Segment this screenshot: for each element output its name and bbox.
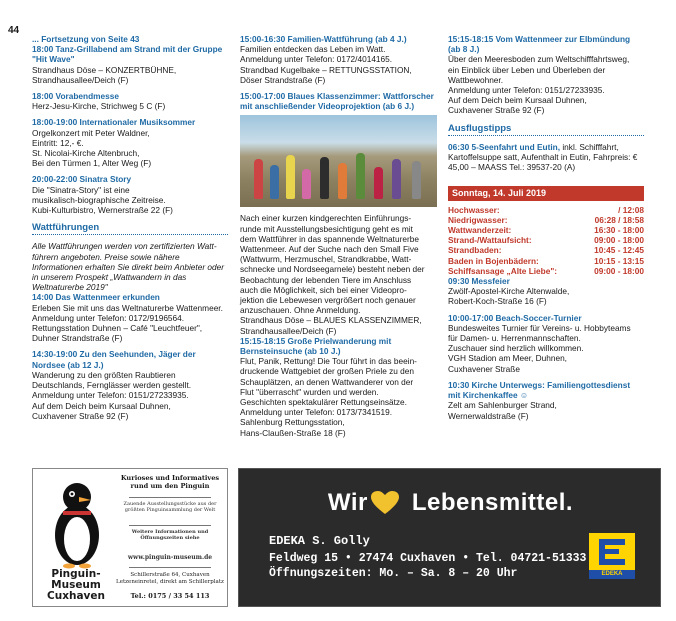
event-title: 18:00-19:00 Internationaler Musiksommer bbox=[32, 117, 196, 128]
date-bar: Sonntag, 14. Juli 2019 bbox=[448, 186, 644, 200]
store-address: Feldweg 15 • 27474 Cuxhaven • Tel. 04721-51333 bbox=[269, 552, 587, 565]
event-detail: Wattbewohner. bbox=[448, 74, 504, 85]
event-detail: Über den Meeresboden zum Weltschifffahrtsweg, bbox=[448, 54, 630, 65]
photo-description bbox=[240, 213, 437, 335]
tide-value: 10:15 - 13:15 bbox=[594, 255, 644, 266]
edeka-ad[interactable] bbox=[238, 468, 661, 607]
event-item bbox=[448, 313, 644, 374]
event-detail: Geschichten spektakulärer Rettungseinsätze. bbox=[240, 397, 407, 408]
museum-sub2: Weitere Informationen und Öffnungszeiten siehe bbox=[131, 529, 209, 541]
event-detail: Schauplätzen, an denen Wattwanderer von der bbox=[240, 376, 414, 387]
tide-row bbox=[448, 256, 644, 266]
tide-row bbox=[448, 225, 644, 235]
tide-value: 09:00 - 18:00 bbox=[594, 235, 644, 246]
tide-row bbox=[448, 215, 644, 225]
museum-address: Schillerstraße 64, Cuxhaven Letzeneinretel, direkt am Schillerplatz bbox=[116, 572, 224, 585]
description-line: Nach einer kurzen kindgerechten Einführungs- bbox=[240, 213, 412, 224]
tip-text: inkl. Schifffahrt, Kartoffelsuppe satt, Aufenthalt in Eutin, Fahrpreis: € 45,00 – MAASS Tel.: 39537-20 (A) bbox=[448, 141, 638, 173]
event-detail: Wernerwaldstraße (F) bbox=[448, 410, 529, 421]
section-ausflugstipps: Ausflugstipps bbox=[448, 124, 644, 136]
description-line: Strandhaus Döse – BLAUES KLASSENZIMMER, bbox=[240, 315, 422, 326]
event-detail: Auf dem Deich beim Kursaal Duhnen, bbox=[32, 400, 171, 411]
event-detail: Zelt am Sahlenburger Strand, bbox=[448, 400, 557, 411]
event-detail: Flut "überrascht" wurden und werden. bbox=[240, 386, 379, 397]
event-detail: Auf dem Deich beim Kursaal Duhnen, bbox=[448, 95, 587, 106]
event-detail: Cuxhavener Straße bbox=[448, 363, 520, 374]
event-detail: VGH Stadion am Meer, Duhnen, bbox=[448, 353, 567, 364]
event-title: 10:00-17:00 Beach-Soccer-Turnier bbox=[448, 312, 582, 323]
event-detail: Anmeldung unter Telefon: 0172/9196564. bbox=[32, 312, 185, 323]
tide-value: 06:28 / 18:58 bbox=[594, 214, 644, 225]
event-item bbox=[32, 44, 228, 85]
event-detail: Herz-Jesu-Kirche, Strichweg 5 C (F) bbox=[32, 101, 166, 112]
event-title: 15:00-17:00 Blaues Klassenzimmer: Wattforscher mit anschließender Videoprojektion (ab 6 J.) bbox=[240, 91, 434, 112]
event-title: 20:00-22:00 Sinatra Story bbox=[32, 174, 132, 185]
event-item bbox=[32, 349, 228, 420]
tide-row bbox=[448, 205, 644, 215]
description-line: schnecke und Nordseegarnele) besteht neben der bbox=[240, 264, 425, 275]
event-detail: Strandhaus Döse – KONZERTBÜHNE, bbox=[32, 64, 177, 75]
event-detail: Anmeldung unter Telefon: 0151/27233935. bbox=[448, 85, 605, 96]
event-detail: Familien entdecken das Leben im Watt. bbox=[240, 44, 386, 55]
museum-sub1: Zauende Ausstellungsstücke aus der größten Pinguinsammlung der Welt bbox=[123, 501, 217, 513]
tide-row bbox=[448, 235, 644, 245]
event-item bbox=[32, 292, 228, 343]
tide-label: Hochwasser: bbox=[448, 204, 500, 215]
tide-table bbox=[448, 205, 644, 276]
event-detail: Duhner Strandstraße (F) bbox=[32, 333, 123, 344]
event-detail: Robert-Koch-Straße 16 (F) bbox=[448, 296, 547, 307]
event-detail: für Damen- u. Herrenmannschaften. bbox=[448, 333, 581, 344]
divider bbox=[129, 567, 211, 568]
event-title: 15:00-16:30 Familien-Wattführung (ab 4 J.) bbox=[240, 34, 407, 44]
event-item bbox=[240, 34, 437, 85]
tide-value: 09:00 - 18:00 bbox=[594, 265, 644, 276]
event-detail: Eintritt: 12,- €. bbox=[32, 137, 84, 148]
tip-title: 06:30 5-Seenfahrt und Eutin, bbox=[448, 141, 561, 152]
page-number: 44 bbox=[8, 25, 20, 36]
museum-phone: Tel.: 0175 / 33 54 113 bbox=[130, 592, 210, 600]
event-title: 14:30-19:00 Zu den Seehunden, Jäger der Nordsee (ab 12 J.) bbox=[32, 349, 196, 370]
column-3 bbox=[448, 34, 644, 421]
event-detail: ein Einblick über Leben und Überleben der bbox=[448, 64, 606, 75]
event-item bbox=[32, 91, 228, 111]
edeka-store-info bbox=[269, 534, 586, 581]
tide-label: Wattwanderzeit: bbox=[448, 225, 512, 236]
event-item bbox=[240, 336, 437, 438]
event-title: 15:15-18:15 Vom Wattenmeer zur Elbmündung (ab 8 J.) bbox=[448, 34, 631, 55]
header-band bbox=[0, 25, 660, 34]
museum-website[interactable]: www.pinguin-museum.de bbox=[127, 554, 213, 561]
event-detail: Erleben Sie mit uns das Weltnaturerbe Wattenmeer. bbox=[32, 302, 223, 313]
description-line: auch die Möglichkeit, sich bei einer Videopro- bbox=[240, 284, 407, 295]
section-wattfuehrungen: Wattführungen bbox=[32, 223, 228, 235]
wattforscher-photo bbox=[240, 115, 437, 207]
description-line: runde mit Ausstellungsbesichtigung geht es mit bbox=[240, 223, 413, 234]
column-2 bbox=[240, 34, 437, 438]
event-detail: Die "Sinatra-Story" ist eine bbox=[32, 184, 130, 195]
event-detail: Strandhausallee/Deich (F) bbox=[32, 74, 129, 85]
event-detail: Strandbad Kugelbake – RETTUNGSSTATION, bbox=[240, 64, 412, 75]
description-line: Beobachtung der lebenden Tiere im Anschluss bbox=[240, 274, 412, 285]
description-line: dem Wattführer in das spannende Weltnaturerbe bbox=[240, 233, 419, 244]
tide-label: Schiffsansage „Alte Liebe": bbox=[448, 265, 558, 276]
event-detail: Orgelkonzert mit Peter Waldner, bbox=[32, 127, 150, 138]
event-detail: Hans-Claußen-Straße 18 (F) bbox=[240, 427, 346, 438]
event-item bbox=[448, 34, 644, 116]
divider bbox=[129, 525, 211, 526]
continued-note: ... Fortsetzung von Seite 43 bbox=[32, 34, 140, 44]
event-detail: Cuxhavener Straße 92 (F) bbox=[32, 410, 129, 421]
museum-name: Pinguin- Museum Cuxhaven bbox=[47, 568, 105, 602]
pinguin-museum-ad[interactable] bbox=[32, 468, 228, 607]
description-line: Wattenmeer. Auf der Suche nach den Small Five bbox=[240, 244, 419, 255]
event-detail: Wanderung zu den größten Raubtieren bbox=[32, 369, 176, 380]
event-detail: Kubi-Kulturbistro, Wernerstraße 22 (F) bbox=[32, 205, 173, 216]
column-1 bbox=[32, 34, 228, 421]
divider bbox=[129, 497, 211, 498]
event-detail: musikalisch-biographische Zeitreise. bbox=[32, 194, 166, 205]
event-detail: Döser Strandstraße (F) bbox=[240, 74, 326, 85]
event-item bbox=[448, 276, 644, 307]
event-title: 09:30 Messfeier bbox=[448, 276, 510, 287]
tide-label: Baden in Bojenbädern: bbox=[448, 255, 539, 266]
event-title: 15:15-18:15 Große Prielwanderung mit Bernsteinsuche (ab 10 J.) bbox=[240, 335, 392, 357]
event-detail: Bundesweites Turnier für Vereins- u. Hobbyteams bbox=[448, 322, 631, 333]
watt-note: Alle Wattführungen werden von zertifizierten Watt-führern angeboten. Preise sowie nähere Informationen erhalten Sie direkt beim Anbieter oder in unserem Prospekt „Wattwandern in das Weltnaturerbe 2019" bbox=[32, 241, 225, 293]
tide-value: 16:30 - 18:00 bbox=[594, 225, 644, 236]
event-title: 14:00 Das Wattenmeer erkunden bbox=[32, 292, 160, 303]
description-line: anzuschauen. Ohne Anmeldung. bbox=[240, 305, 361, 316]
tide-value: / 12:08 bbox=[618, 204, 644, 215]
event-title: 18:00 Vorabendmesse bbox=[32, 91, 120, 102]
event-detail: Anmeldung unter Telefon: 0172/4014165. bbox=[240, 54, 393, 65]
tide-row bbox=[448, 266, 644, 276]
penguin-illustration bbox=[47, 477, 107, 569]
museum-heading: Kurioses und Informatives rund um den Pinguin bbox=[120, 474, 220, 490]
tide-label: Niedrigwasser: bbox=[448, 214, 508, 225]
event-item bbox=[448, 380, 644, 421]
description-line: Strandhausallee/Deich (F) bbox=[240, 325, 337, 336]
heart-icon bbox=[371, 491, 399, 515]
tide-row bbox=[448, 245, 644, 255]
edeka-logo: EDEKA bbox=[589, 533, 635, 579]
event-item bbox=[240, 91, 437, 111]
event-item bbox=[32, 117, 228, 168]
edeka-slogan: Wir Lebensmittel. bbox=[327, 489, 574, 516]
event-detail: Cuxhavener Straße 92 (F) bbox=[448, 105, 545, 116]
event-item bbox=[32, 174, 228, 215]
event-detail: Bei den Türmen 1, Alter Weg (F) bbox=[32, 158, 152, 169]
event-detail: Anmeldung unter Telefon: 0151/27233935. bbox=[32, 390, 189, 401]
event-detail: Rettungsstation Duhnen – Café "Leuchtfeuer", bbox=[32, 323, 203, 334]
event-detail: Zuschauer sind herzlich willkommen. bbox=[448, 343, 584, 354]
event-detail: Flut, Panik, Rettung! Die Tour führt in das beein- bbox=[240, 356, 417, 367]
description-line: (Wattwurm, Herzmuschel, Strandkrabbe, Watt- bbox=[240, 254, 412, 265]
event-detail: Zwölf-Apostel-Kirche Altenwalde, bbox=[448, 286, 570, 297]
event-title: 18:00 Tanz-Grillabend am Strand mit der Gruppe "Hit Wave" bbox=[32, 44, 223, 65]
store-name: EDEKA S. Golly bbox=[269, 534, 370, 548]
description-line: jektion die Lebewesen vergrößert noch genauer bbox=[240, 295, 416, 306]
event-detail: druckende Wattgebiet der großen Priele zu den bbox=[240, 366, 415, 377]
event-detail: Sahlenburg Rettungsstation, bbox=[240, 417, 345, 428]
tide-value: 10:45 - 12:45 bbox=[594, 245, 644, 256]
event-detail: Deutschlands, Fernglässer werden gestellt. bbox=[32, 380, 192, 391]
event-detail: Anmeldung unter Telefon: 0173/7341519. bbox=[240, 407, 393, 418]
tide-label: Strandbaden: bbox=[448, 245, 502, 256]
event-title: 10:30 Kirche Unterwegs: Familiengottesdienst mit Kirchenkaffee ☺ bbox=[448, 379, 631, 401]
event-detail: St. Nicolai-Kirche Altenbruch, bbox=[32, 148, 140, 159]
tide-label: Strand-/Wattaufsicht: bbox=[448, 235, 532, 246]
store-hours: Öffnungszeiten: Mo. – Sa. 8 – 20 Uhr bbox=[269, 567, 518, 580]
tip-item bbox=[448, 142, 644, 173]
